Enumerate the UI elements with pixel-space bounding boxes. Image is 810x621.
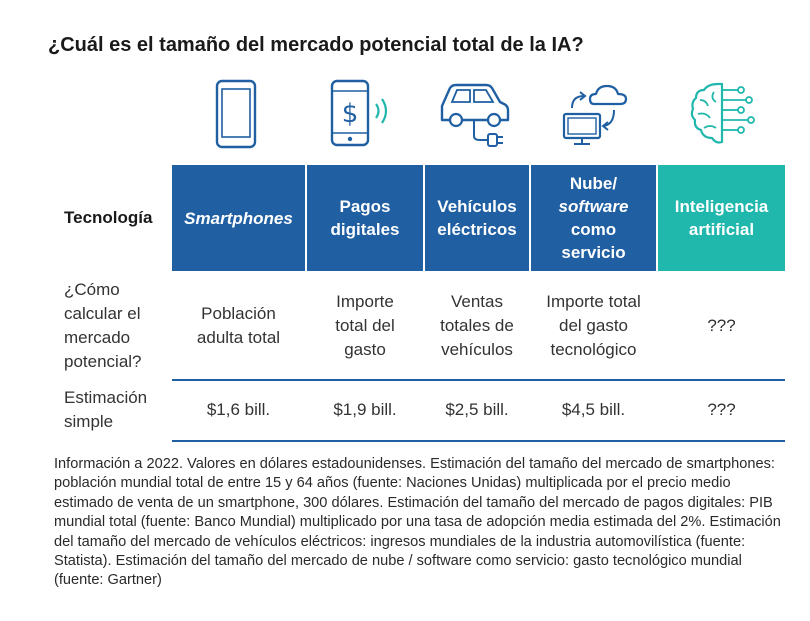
column-header-smartphones xyxy=(172,165,305,271)
column-header-line: Inteligencia xyxy=(674,197,769,216)
table-cell xyxy=(425,278,529,374)
cell-line: $1,9 bill. xyxy=(333,400,397,419)
column-header-pagos-digitales xyxy=(307,165,423,271)
column-header-line: artificial xyxy=(688,220,755,239)
column-header-line: Pagos xyxy=(339,197,391,216)
electric-car-icon xyxy=(438,78,510,158)
column-header-line: Smartphones xyxy=(184,208,293,228)
cell-line: tecnológico xyxy=(550,340,637,359)
table-cell xyxy=(172,278,305,374)
cell-line: Población xyxy=(201,304,276,323)
cell-line: $4,5 bill. xyxy=(561,400,626,419)
cell-line: ??? xyxy=(707,316,736,335)
page-title: ¿Cuál es el tamaño del mercado potencial total de la IA? xyxy=(48,34,584,56)
table-cell xyxy=(307,386,423,434)
footnote: Información a 2022. Valores en dólares estadounidenses. Estimación del tamaño del mercado de smartphones: población mundial total de entre 15 y 64 años (fuente: Naciones Unidas) multiplicada por el precio medio estimado de venta de un smartphone, 300 dólares. Estimación del tamaño del mercado de pagos digitales: PIB mundial total (fuente: Banco Mundial) multiplicado por una tasa de adopción media estimada del 2%. Estimación del tamaño del mercado de vehículos eléctricos: ingresos mundiales de la industria automovilística (fuente: Statista). Estimación del tamaño del mercado de nube / software como servicio: gasto tecnológico mundial (fuente: Gartner) xyxy=(54,456,781,589)
smartphone-icon xyxy=(214,78,258,158)
cell-line: ??? xyxy=(707,400,736,419)
column-header-line: Vehículos xyxy=(437,197,517,216)
column-header-nube-software xyxy=(531,165,656,271)
svg-text:$: $ xyxy=(341,99,359,129)
row-label-estimacion xyxy=(64,386,147,434)
cell-line: totales de xyxy=(440,316,514,335)
row-label-line: potencial? xyxy=(64,352,142,371)
table-cell xyxy=(658,278,785,374)
cell-line: $2,5 bill. xyxy=(445,400,509,419)
cloud-computer-icon xyxy=(558,78,632,158)
column-header-vehiculos-electricos xyxy=(425,165,529,271)
row-divider xyxy=(172,379,785,381)
table-cell xyxy=(531,278,656,374)
row-label-line: mercado xyxy=(64,328,131,347)
row-label-line: Estimación xyxy=(64,388,148,407)
row-label-line: ¿Cómo xyxy=(64,280,120,299)
cell-line: Importe xyxy=(336,292,394,311)
ai-brain-icon xyxy=(688,78,760,158)
row-label-line: simple xyxy=(64,412,114,431)
row-label-calculo xyxy=(64,278,142,374)
table-cell xyxy=(658,386,785,434)
cell-line: $1,6 bill. xyxy=(206,400,271,419)
column-header-inteligencia-artificial xyxy=(658,165,785,271)
table-cell xyxy=(307,278,423,374)
row-header-label: Tecnología xyxy=(64,208,153,227)
cell-line: vehículos xyxy=(441,340,513,359)
column-header-line: digitales xyxy=(330,220,400,239)
table-cell xyxy=(172,386,305,434)
table-cell xyxy=(531,386,656,434)
cell-line: Ventas xyxy=(450,292,503,311)
column-header-line: Nube/ xyxy=(569,174,618,193)
cell-line: gasto xyxy=(344,340,386,359)
column-header-line: como xyxy=(570,220,617,239)
cell-line: adulta total xyxy=(196,328,281,347)
column-header-line: eléctricos xyxy=(437,220,517,239)
column-header-line: servicio xyxy=(561,243,626,262)
cell-line: del gasto xyxy=(559,316,628,335)
cell-line: total del xyxy=(335,316,395,335)
mobile-payment-icon xyxy=(330,78,400,158)
cell-line: Importe total xyxy=(546,292,641,311)
table-bottom-rule xyxy=(172,440,785,442)
table-cell xyxy=(425,386,529,434)
column-header-line: software xyxy=(558,197,629,216)
row-label-line: calcular el xyxy=(64,304,141,323)
